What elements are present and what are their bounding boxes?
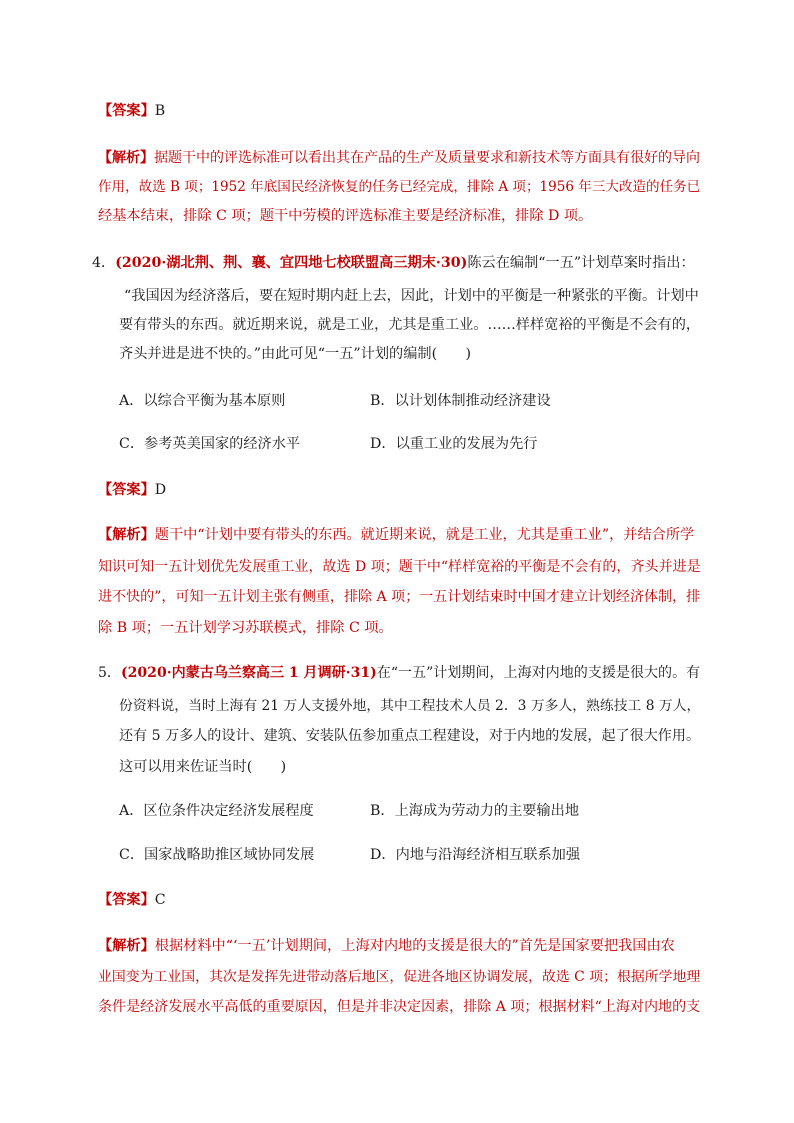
q5-analysis-line-2: 业国变为工业国，其次是发挥先进带动落后地区，促进各地区协调发展，故选 C 项；根据所学地理 — [98, 969, 701, 985]
q3-analysis-line-2: 作用，故选 B 项；1952 年底国民经济恢复的任务已经完成，排除 A 项；1956 年三大改造的任务已 — [98, 179, 701, 195]
analysis-tag: 【解析】 — [98, 938, 155, 954]
q4-analysis-line-1: 【解析】题干中“计划中要有带头的东西。就近期来说，就是工业，尤其是重工业”，并结合所学 — [98, 527, 695, 543]
question-number: 5． — [98, 665, 121, 681]
answer-value: B — [154, 103, 166, 119]
question-source: (2020·内蒙古乌兰察高三 1 月调研·31) — [120, 665, 377, 681]
answer-tag: 【答案】 — [98, 482, 155, 498]
answer-value: D — [154, 482, 167, 498]
q4-stem-line-4: 齐头并进是进不快的。”由此可见“一五”计划的编制( ) — [119, 346, 472, 362]
answer-tag: 【答案】 — [98, 892, 155, 908]
q5-analysis-line-1: 【解析】根据材料中“‘一五’计划期间，上海对内地的支援是很大的”首先是国家要把我国由农 — [98, 938, 675, 954]
q4-option-a[interactable]: A．以综合平衡为基本原则 — [119, 393, 286, 409]
analysis-tag: 【解析】 — [98, 150, 154, 166]
analysis-tag: 【解析】 — [98, 527, 155, 543]
q5-stem-line-4: 这可以用来佐证当时( ) — [119, 759, 287, 775]
q5-stem-line-2: 份资料说，当时上海有 21 万人支援外地，其中工程技术人员 2．3 万多人，熟练技工 8 万人， — [119, 698, 701, 714]
q5-stem-line-1: 5．(2020·内蒙古乌兰察高三 1 月调研·31)在“一五”计划期间，上海对内地的支援是很大的。有 — [98, 665, 701, 681]
q3-analysis-line-3: 经基本结束，排除 C 项；题干中劳模的评选标准主要是经济标准，排除 D 项。 — [98, 208, 593, 224]
answer-tag: 【答案】 — [98, 103, 155, 119]
q4-stem-line-2: “我国因为经济落后，要在短时期内赶上去，因此，计划中的平衡是一种紧张的平衡。计划中 — [124, 288, 699, 304]
q3-answer — [98, 101, 165, 121]
q4-analysis-line-3: 进不快的”，可知一五计划主张有侧重，排除 A 项；一五计划结束时中国才建立计划经济体制，排 — [98, 589, 701, 605]
q5-analysis-line-3: 条件是经济发展水平高低的重要原因，但是并非决定因素，排除 A 项；根据材料“上海对内地的支 — [98, 999, 701, 1015]
q4-analysis-line-2: 知识可知一五计划优先发展重工业，故选 D 项；题干中“样样宽裕的平衡是不会有的，齐头并进是 — [98, 559, 701, 575]
question-number: 4． — [92, 255, 116, 271]
q5-answer — [98, 890, 166, 910]
q5-option-b[interactable]: B．上海成为劳动力的主要输出地 — [370, 803, 580, 819]
answer-value: C — [154, 892, 166, 908]
q4-analysis-line-4: 除 B 项；一五计划学习苏联模式，排除 C 项。 — [98, 620, 393, 636]
q4-option-d[interactable]: D．以重工业的发展为先行 — [370, 436, 538, 452]
question-source: (2020·湖北荆、荆、襄、宜四地七校联盟高三期末·30) — [115, 255, 468, 271]
q4-stem-line-1: 4．(2020·湖北荆、荆、襄、宜四地七校联盟高三期末·30)陈云在编制“一五”计划草案时指出： — [92, 255, 695, 271]
q5-option-d[interactable]: D．内地与沿海经济相互联系加强 — [370, 847, 581, 863]
q4-stem-line-3: 要有带头的东西。就近期来说，就是工业，尤其是重工业。……样样宽裕的平衡是不会有的， — [119, 317, 701, 333]
q5-option-c[interactable]: C．国家战略助推区域协同发展 — [119, 847, 315, 863]
q4-answer — [98, 480, 166, 500]
q4-option-c[interactable]: C．参考英美国家的经济水平 — [119, 436, 301, 452]
q4-option-b[interactable]: B．以计划体制推动经济建设 — [370, 393, 551, 409]
q3-analysis-line-1: 【解析】据题干中的评选标准可以看出其在产品的生产及质量要求和新技术等方面具有很好的导向 — [98, 150, 700, 166]
q5-stem-line-3: 还有 5 万多人的设计、建筑、安装队伍参加重点工程建设，对于内地的发展，起了很大作用。 — [119, 728, 701, 744]
q5-option-a[interactable]: A．区位条件决定经济发展程度 — [119, 803, 314, 819]
